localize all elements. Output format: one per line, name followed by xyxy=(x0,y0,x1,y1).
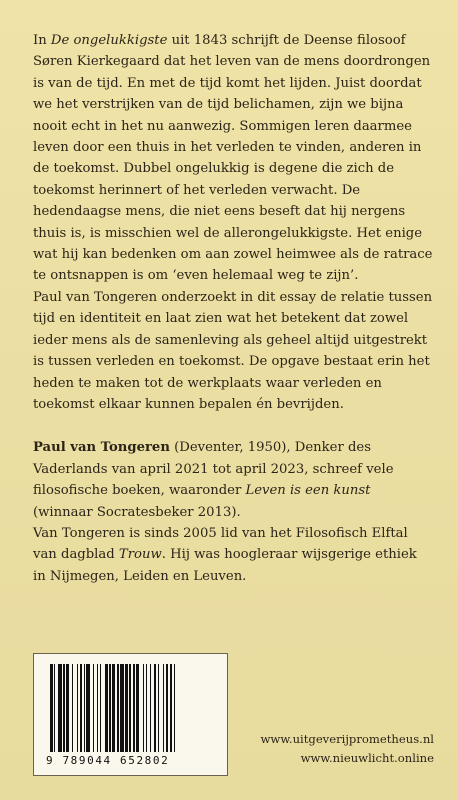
barcode-bars xyxy=(50,664,225,752)
newspaper-trouw: Trouw xyxy=(118,547,162,563)
blurb-intro: In xyxy=(33,33,51,48)
blurb-body-1: uit 1843 schrijft de Deense filosoof Søren Kierkegaard dat het leven van de mens doordrongen is van de tijd. En met de tijd komt het lijden. Juist doordat we het verstrijken van de tijd belichamen, zijn we bijna nooit echt in het nu aanwezig. Sommigen leren daarmee leven door een thuis in het verleden te vinden, anderen in de toekomst. Dubbel ongelukkig is degene die zich de toekomst herinnert of het verleden verwacht. De hedendaagse mens, die niet eens beseft dat hij nergens thuis is, is misschien wel de allerongelukkigste. Het enige wat hij kan bedenken om aan zowel heimwee als de ratrace te ontsnappen is om ‘even helemaal weg te zijn’. xyxy=(33,33,433,284)
isbn-digits: 9 789044 652802 xyxy=(46,754,170,767)
author-bio-c: Van Tongeren is sinds 2005 lid van het Filosofisch Elftal van dagblad xyxy=(33,525,408,563)
spacer xyxy=(33,415,433,437)
book-title-leven-is-een-kunst: Leven is een kunst xyxy=(245,483,371,499)
barcode-bar xyxy=(175,664,176,752)
publisher-urls xyxy=(260,730,434,768)
isbn-barcode xyxy=(33,653,228,776)
cover-text xyxy=(33,30,433,587)
blurb-paragraph-2: Paul van Tongeren onderzoekt in dit essay de relatie tussen tijd en identiteit en laat zien wat het betekent dat zowel ieder mens als de samenleving als geheel altijd uitgestrekt is tussen verleden en toekomst. De opgave bestaat erin het heden te maken tot de werkplaats waar verleden en toekomst elkaar kunnen bepalen én bevrijden. xyxy=(33,289,433,412)
url-prometheus[interactable]: www.uitgeverijprometheus.nl xyxy=(260,732,434,746)
author-bio-b: (winnaar Socratesbeker 2013). xyxy=(33,504,241,520)
author-bio xyxy=(33,437,433,523)
author-name: Paul van Tongeren xyxy=(33,440,170,456)
author-bio-2 xyxy=(33,523,433,587)
book-title-de-ongelukkigste: De ongelukkigste xyxy=(50,33,168,48)
author-bio-d: . Hij was hoogleraar wijsgerige ethiek in Nijmegen, Leiden en Leuven. xyxy=(33,547,417,584)
author-bio-a: (Deventer, 1950), Denker des Vaderlands van april 2021 tot april 2023, schreef vele filosofische boeken, waaronder xyxy=(33,440,394,499)
url-nieuwlicht[interactable]: www.nieuwlicht.online xyxy=(300,751,434,765)
blurb-paragraph-1 xyxy=(33,30,433,287)
